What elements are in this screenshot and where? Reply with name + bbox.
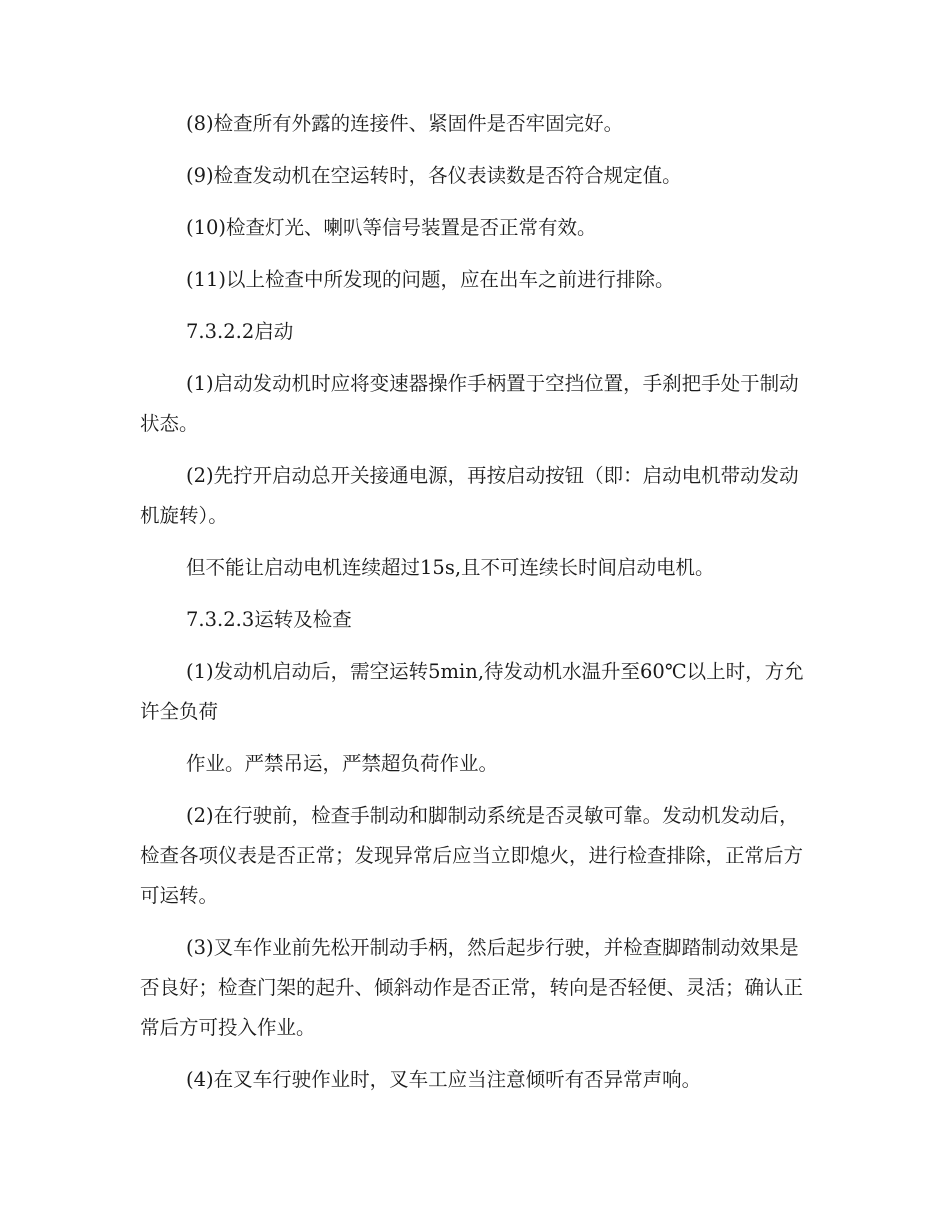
paragraph-operation-3: (3)叉车作业前先松开制动手柄，然后起步行驶，并检查脚踏制动效果是否良好；检查门架的起升、倾斜动作是否正常，转向是否轻便、灵活；确认正常后方可投入作业。 [140,936,804,1039]
section-heading-start: 7.3.2.2启动 [186,320,294,343]
document-body [140,104,808,1112]
paragraph-item-10: (10)检查灯光、喇叭等信号装置是否正常有效。 [186,216,597,239]
paragraph-operation-1-cont: 作业。严禁吊运，严禁超负荷作业。 [186,752,499,775]
paragraph-operation-2: (2)在行驶前，检查手制动和脚制动系统是否灵敏可靠。发动机发动后，检查各项仪表是否正常；发现异常后应当立即熄火，进行检查排除，正常后方可运转。 [140,804,804,907]
paragraph-start-2: (2)先拧开启动总开关接通电源，再按启动按钮（即：启动电机带动发动机旋转）。 [140,464,799,527]
paragraph-item-8: (8)检查所有外露的连接件、紧固件是否牢固完好。 [186,112,624,135]
paragraph-operation-4: (4)在叉车行驶作业时，叉车工应当注意倾听有否异常声响。 [186,1068,702,1091]
section-heading-operation: 7.3.2.3运转及检查 [186,608,352,631]
paragraph-item-9: (9)检查发动机在空运转时，各仪表读数是否符合规定值。 [186,164,682,187]
paragraph-item-11: (11)以上检查中所发现的问题，应在出车之前进行排除。 [186,268,675,291]
paragraph-start-1: (1)启动发动机时应将变速器操作手柄置于空挡位置，手刹把手处于制动状态。 [140,372,799,435]
paragraph-start-note: 但不能让启动电机连续超过15s,且不可连续长时间启动电机。 [186,556,715,579]
paragraph-operation-1: (1)发动机启动后，需空运转5min,待发动机水温升至60℃以上时，方允许全负荷 [140,660,804,723]
